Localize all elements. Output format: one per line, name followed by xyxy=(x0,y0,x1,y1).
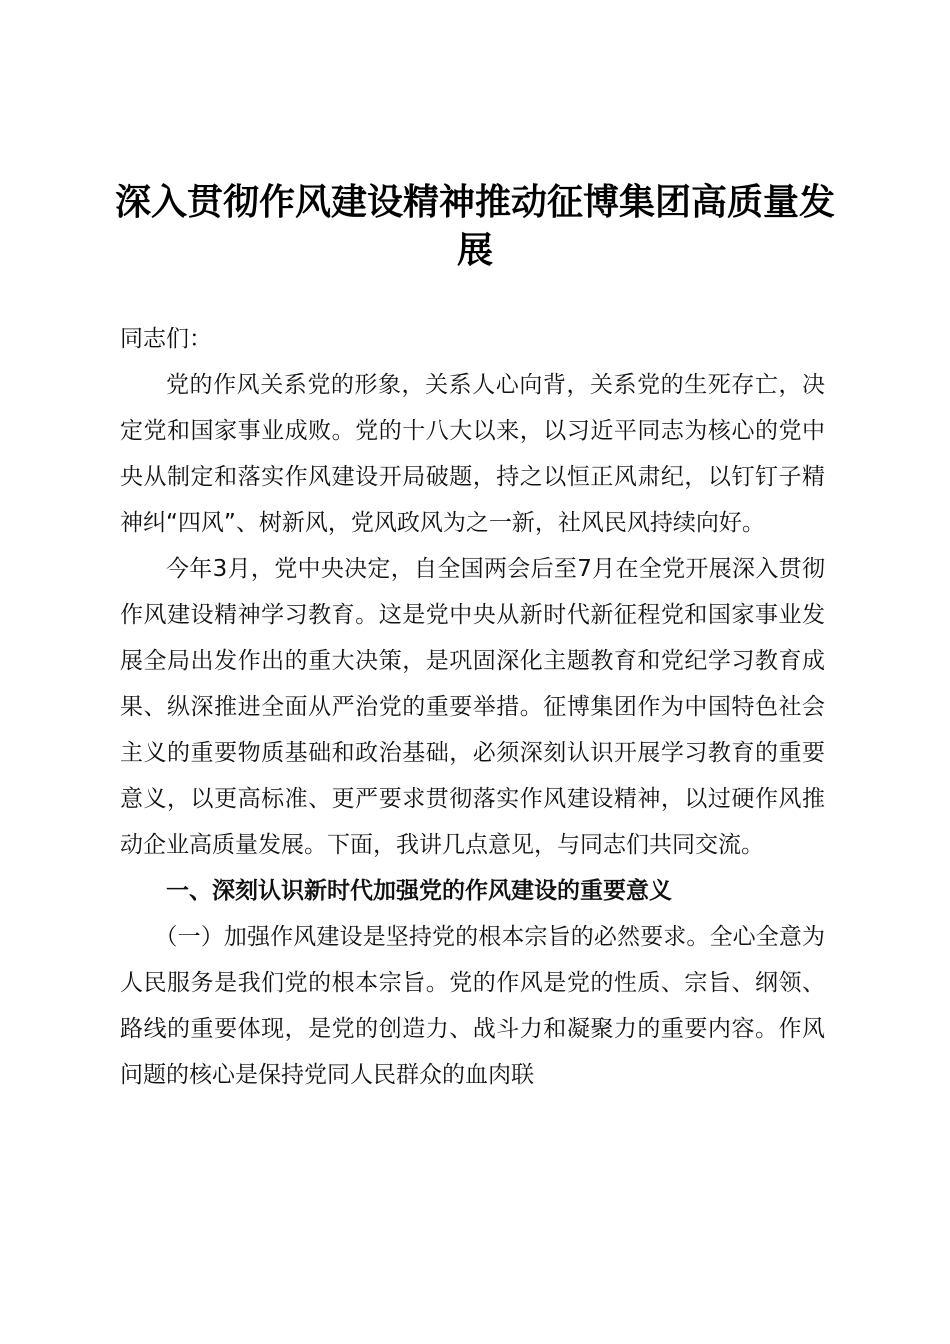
document-title: 深入贯彻作风建设精神推动征博集团高质量发展 xyxy=(114,181,835,271)
body-paragraph-2: 今年3月，党中央决定，自全国两会后至7月在全党开展深入贯彻作风建设精神学习教育。这是党中央从新时代新征程党和国家事业发展全局出发作出的重大决策，是巩固深化主题教育和党纪学习教育成果、纵深推进全面从严治党的重要举措。征博集团作为中国特色社会主义的重要物质基础和政治基础，必须深刻认识开展学习教育的重要意义，以更高标准、更严要求贯彻落实作风建设精神，以过硬作风推动企业高质量发展。下面，我讲几点意见，与同志们共同交流。 xyxy=(120,556,825,858)
section-heading: 一、深刻认识新时代加强党的作风建设的重要意义 xyxy=(166,878,672,904)
subsection-paragraph: （一）加强作风建设是坚持党的根本宗旨的必然要求。全心全意为人民服务是我们党的根本宗旨。党的作风是党的性质、宗旨、纲领、路线的重要体现，是党的创造力、战斗力和凝聚力的重要内容。作风问题的核心是保持党同人民群众的血肉联 xyxy=(120,924,825,1088)
salutation: 同志们： xyxy=(120,326,212,352)
document-body xyxy=(120,316,825,1098)
body-paragraph-1: 党的作风关系党的形象，关系人心向背，关系党的生死存亡，决定党和国家事业成败。党的十八大以来，以习近平同志为核心的党中央从制定和落实作风建设开局破题，持之以恒正风肃纪，以钉钉子精神纠“四风”、树新风，党风政风为之一新，社风民风持续向好。 xyxy=(120,372,825,536)
